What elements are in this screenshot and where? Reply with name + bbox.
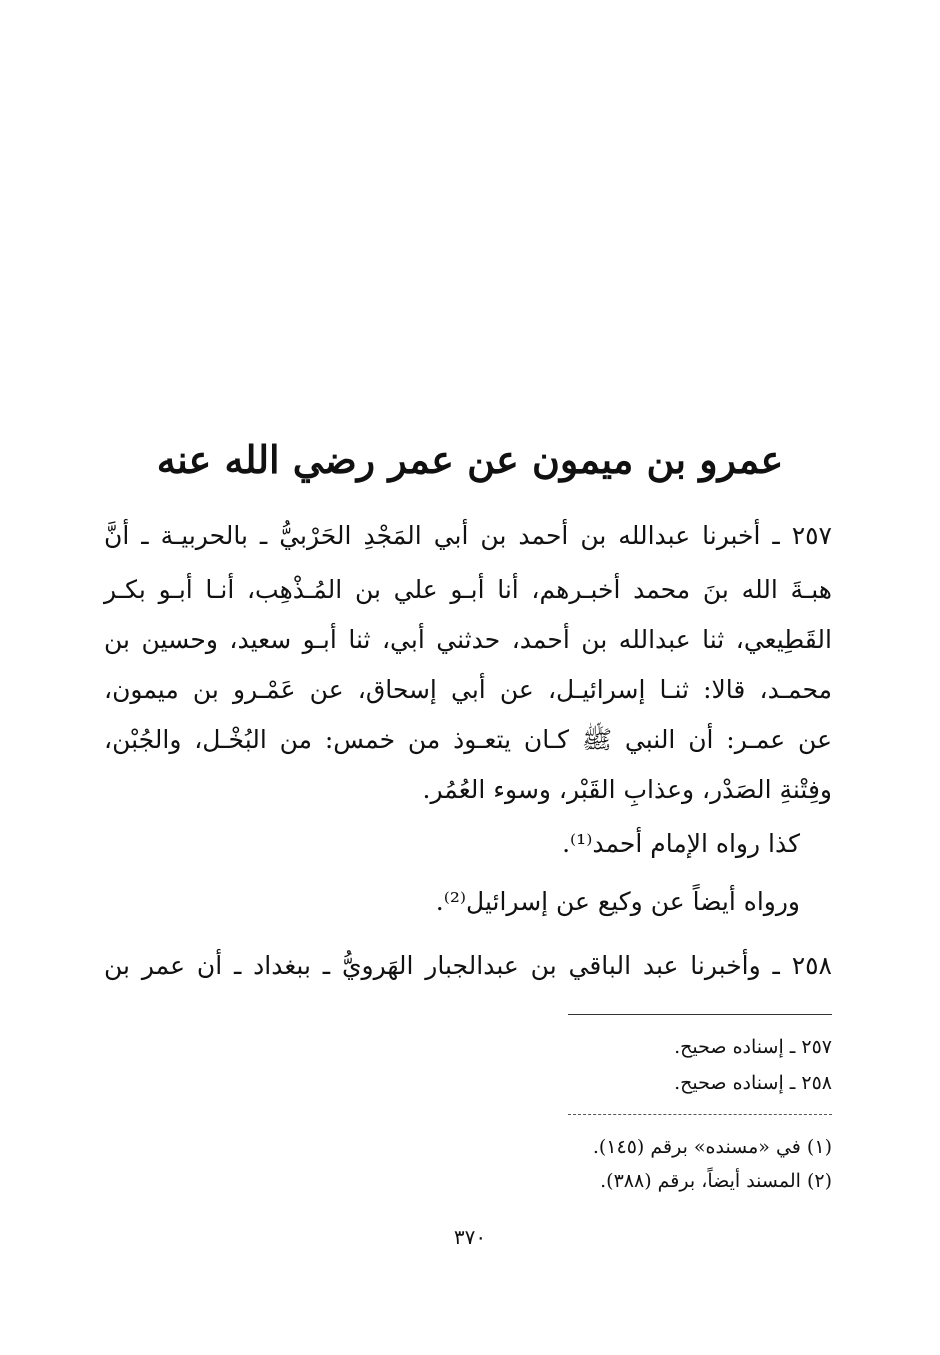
grading-divider: [568, 1014, 832, 1015]
grading-note-258: ٢٥٨ ـ إسناده صحيح.: [674, 1072, 832, 1094]
footnote-divider: [568, 1114, 832, 1115]
hadith-258-line-1: ٢٥٨ ـ وأخبرنا عبد الباقي بن عبدالجبار الهَرويُّ ـ ببغداد ـ أن عمر بن: [104, 951, 832, 980]
grading-note-257: ٢٥٧ ـ إسناده صحيح.: [674, 1036, 832, 1058]
hadith-257-line-4: محمـد، قالا: ثنـا إسرائيـل، عن أبي إسحاق، عن عَمْـرو بن ميمون،: [104, 675, 832, 704]
section-heading: عمرو بن ميمون عن عمر رضي الله عنه: [156, 437, 784, 482]
hadith-257-line-6: وفِتْنةِ الصَدْر، وعذابِ القَبْر، وسوء العُمُر.: [422, 775, 832, 804]
hadith-257-line-3: القَطِيعي، ثنا عبدالله بن أحمد، حدثني أبي، ثنا أبـو سعيد، وحسين بن: [104, 625, 832, 654]
hadith-257-line-5: عن عمـر: أن النبي ﷺ كـان يتعـوذ من خمس: من البُخْـل، والجُبْن،: [104, 725, 832, 754]
narration-ahmad: كذا رواه الإمام أحمد⁽¹⁾.: [562, 829, 800, 858]
hadith-257-line-2: هبـةَ الله بنَ محمد أخبـرهم، أنا أبـو علي بن المُـذْهِب، أنـا أبـو بكـر: [104, 575, 832, 604]
footnote-1: (١) في «مسنده» برقم (١٤٥).: [592, 1136, 832, 1158]
page-number: ٣٧٠: [453, 1225, 487, 1249]
footnote-2: (٢) المسند أيضاً، برقم (٣٨٨).: [600, 1170, 832, 1192]
narration-waki: ورواه أيضاً عن وكيع عن إسرائيل⁽²⁾.: [435, 887, 800, 916]
hadith-257-line-1: ٢٥٧ ـ أخبرنا عبدالله بن أحمد بن أبي المَجْدِ الحَرْبيُّ ـ بالحربيـة ـ أنَّ: [104, 521, 832, 550]
